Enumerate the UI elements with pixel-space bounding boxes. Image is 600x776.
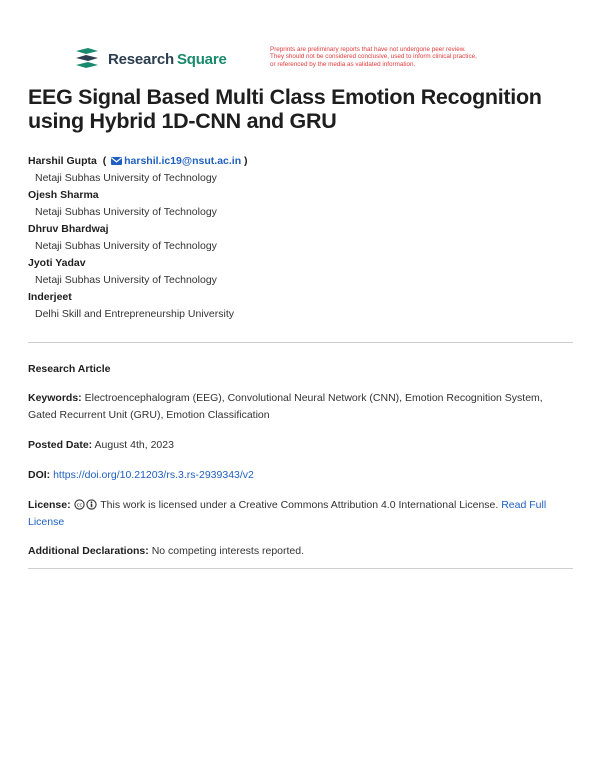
author-name: Jyoti Yadav xyxy=(28,257,86,269)
author-affiliation: Netaji Subhas University of Technology xyxy=(35,240,217,252)
posted-date-label: Posted Date: xyxy=(28,439,93,451)
doi-link[interactable]: https://doi.org/10.21203/rs.3.rs-2939343/v2 xyxy=(53,469,254,481)
logo-word-research: Research xyxy=(108,50,174,68)
declarations-text: No competing interests reported. xyxy=(151,545,305,557)
declarations-label: Additional Declarations: xyxy=(28,545,149,557)
disclaimer-line: or referenced by the media as validated information. xyxy=(270,60,416,68)
license-label: License: xyxy=(28,499,71,511)
author-entry xyxy=(28,289,578,323)
author-entry xyxy=(28,153,578,187)
paper-title: EEG Signal Based Multi Class Emotion Recognition using Hybrid 1D-CNN and GRU xyxy=(28,85,542,133)
keywords-block xyxy=(28,390,573,424)
author-name: Inderjeet xyxy=(28,291,72,303)
research-square-logo-icon xyxy=(74,47,100,71)
author-affiliation: Netaji Subhas University of Technology xyxy=(35,206,217,218)
posted-date-value: August 4th, 2023 xyxy=(94,439,174,451)
article-type-label: Research Article xyxy=(28,363,111,375)
author-affiliation: Netaji Subhas University of Technology xyxy=(35,172,217,184)
research-square-logo[interactable] xyxy=(74,46,227,72)
keywords-label: Keywords: xyxy=(28,392,82,404)
logo-word-square: Square xyxy=(176,50,227,68)
keywords-text: Electroencephalogram (EEG), Convolutional Neural Network (CNN), Emotion Recognition System, Gated Recurrent Unit (GRU), Emotion Classification xyxy=(28,392,543,421)
author-name: Ojesh Sharma xyxy=(28,189,99,201)
section-divider xyxy=(28,342,573,343)
author-entry xyxy=(28,221,578,255)
declarations-block xyxy=(28,543,573,560)
section-divider xyxy=(28,568,573,569)
author-name: Harshil Gupta xyxy=(28,155,97,167)
posted-date-block xyxy=(28,437,573,454)
disclaimer-line: Preprints are preliminary reports that have not undergone peer review. xyxy=(270,46,466,53)
author-affiliation: Netaji Subhas University of Technology xyxy=(35,274,217,286)
license-text: This work is licensed under a Creative Commons Attribution 4.0 International License. xyxy=(100,499,499,511)
preprint-disclaimer xyxy=(270,46,570,68)
logo-wordmark xyxy=(108,51,227,68)
license-block xyxy=(28,497,573,531)
read-full-license-link[interactable]: Read Full License xyxy=(28,499,547,528)
creative-commons-icon xyxy=(74,499,98,510)
author-entry xyxy=(28,255,578,289)
svg-text:cc: cc xyxy=(76,502,82,509)
doi-label: DOI: xyxy=(28,469,51,481)
author-email-link[interactable]: harshil.ic19@nsut.ac.in xyxy=(124,155,242,167)
disclaimer-line: They should not be considered conclusive, used to inform clinical practice, xyxy=(270,53,477,61)
article-type xyxy=(28,361,573,378)
author-name: Dhruv Bhardwaj xyxy=(28,223,109,235)
envelope-icon xyxy=(111,157,122,165)
author-affiliation: Delhi Skill and Entrepreneurship University xyxy=(35,308,235,320)
author-entry xyxy=(28,187,578,221)
doi-block xyxy=(28,467,573,484)
author-name-line: Harshil Gupta ( harshil.ic19@nsut.ac.in ) xyxy=(28,155,248,167)
author-list xyxy=(28,153,578,323)
